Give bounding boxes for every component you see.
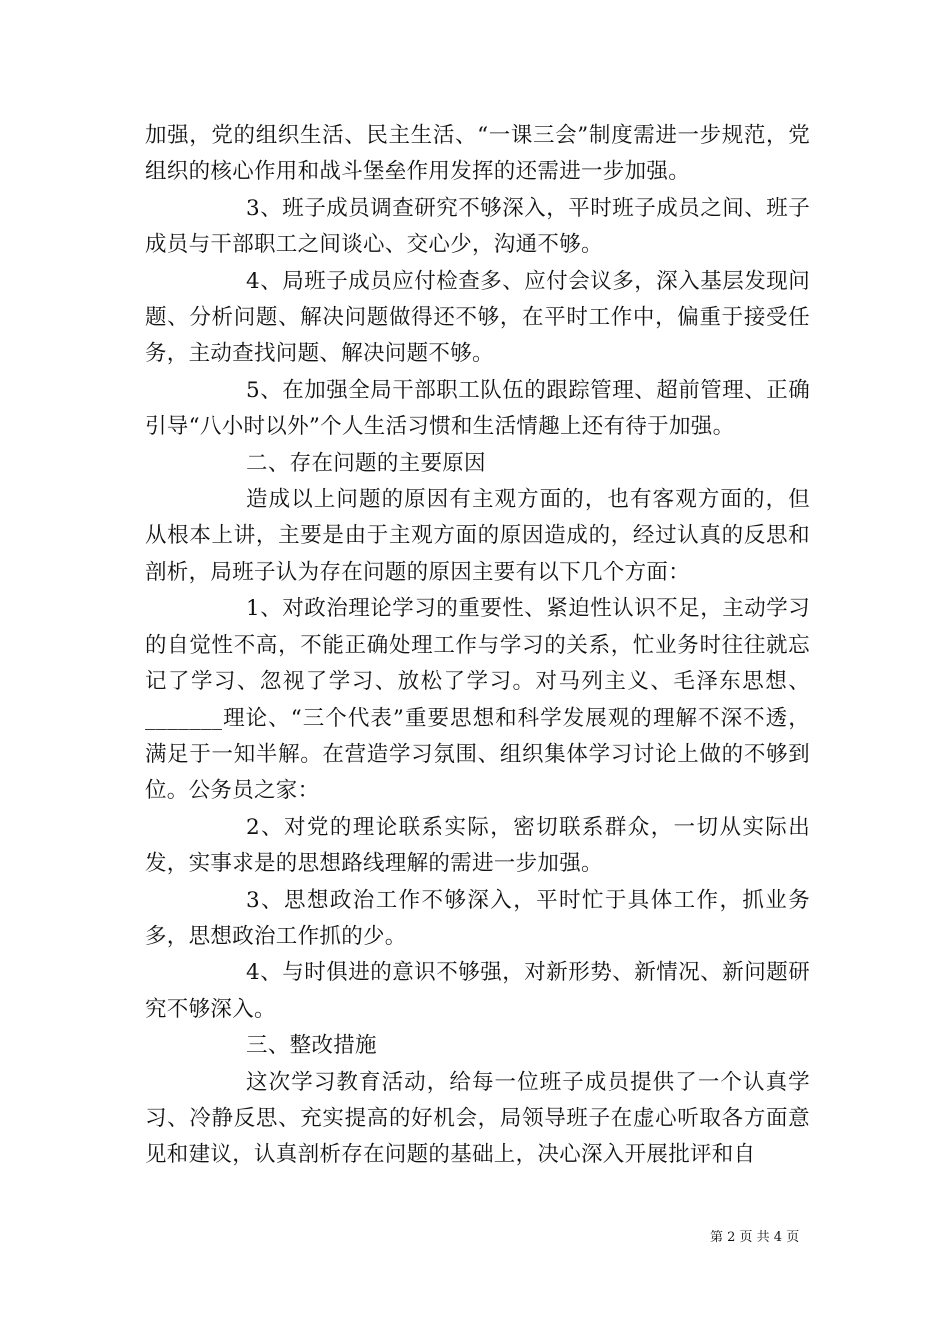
section-heading-reasons: 二、存在问题的主要原因 — [246, 450, 486, 476]
paragraph-item-5: 5、在加强全局干部职工队伍的跟踪管理、超前管理、正确引导“八小时以外”个人生活习惯和生活情趣上还有待于加强。 — [145, 377, 810, 440]
section-heading-measures: 三、整改措施 — [246, 1033, 377, 1059]
paragraph-measures-intro: 这次学习教育活动，给每一位班子成员提供了一个认真学习、冷静反思、充实提高的好机会，局领导班子在虚心听取各方面意见和建议，认真剖析存在问题的基础上，决心深入开展批评和自 — [145, 1069, 810, 1168]
paragraph-item-3: 3、班子成员调查研究不够深入，平时班子成员之间、班子成员与干部职工之间谈心、交心少，沟通不够。 — [145, 195, 810, 258]
paragraph-continuation: 加强，党的组织生活、民主生活、“一课三会”制度需进一步规范，党组织的核心作用和战斗堡垒作用发挥的还需进一步加强。 — [145, 123, 810, 185]
page-number: 第 2 页 共 4 页 — [710, 1230, 800, 1245]
paragraph-item-4: 4、局班子成员应付检查多、应付会议多，深入基层发现问题、分析问题、解决问题做得还不够，在平时工作中，偏重于接受任务，主动查找问题、解决问题不够。 — [145, 268, 810, 367]
document-page — [145, 118, 810, 1174]
paragraph-reason-2: 2、对党的理论联系实际，密切联系群众，一切从实际出发，实事求是的思想路线理解的需进一步加强。 — [145, 814, 810, 877]
paragraph-reasons-intro: 造成以上问题的原因有主观方面的，也有客观方面的，但从根本上讲，主要是由于主观方面的原因造成的，经过认真的反思和剖析，局班子认为存在问题的原因主要有以下几个方面： — [145, 487, 810, 585]
paragraph-reason-3: 3、思想政治工作不够深入，平时忙于具体工作，抓业务多，思想政治工作抓的少。 — [145, 887, 810, 949]
paragraph-reason-1: 1、对政治理论学习的重要性、紧迫性认识不足，主动学习的自觉性不高，不能正确处理工作与学习的关系，忙业务时往往就忘记了学习、忽视了学习、放松了学习。对马列主义、毛泽东思想、_______理论、“三个代表”重要思想和科学发展观的理解不深不透，满足于一知半解。在营造学习氛围、组织集体学习讨论上做的不够到位。公务员之家： — [145, 596, 810, 804]
paragraph-reason-4: 4、与时俱进的意识不够强，对新形势、新情况、新问题研究不够深入。 — [145, 960, 810, 1022]
